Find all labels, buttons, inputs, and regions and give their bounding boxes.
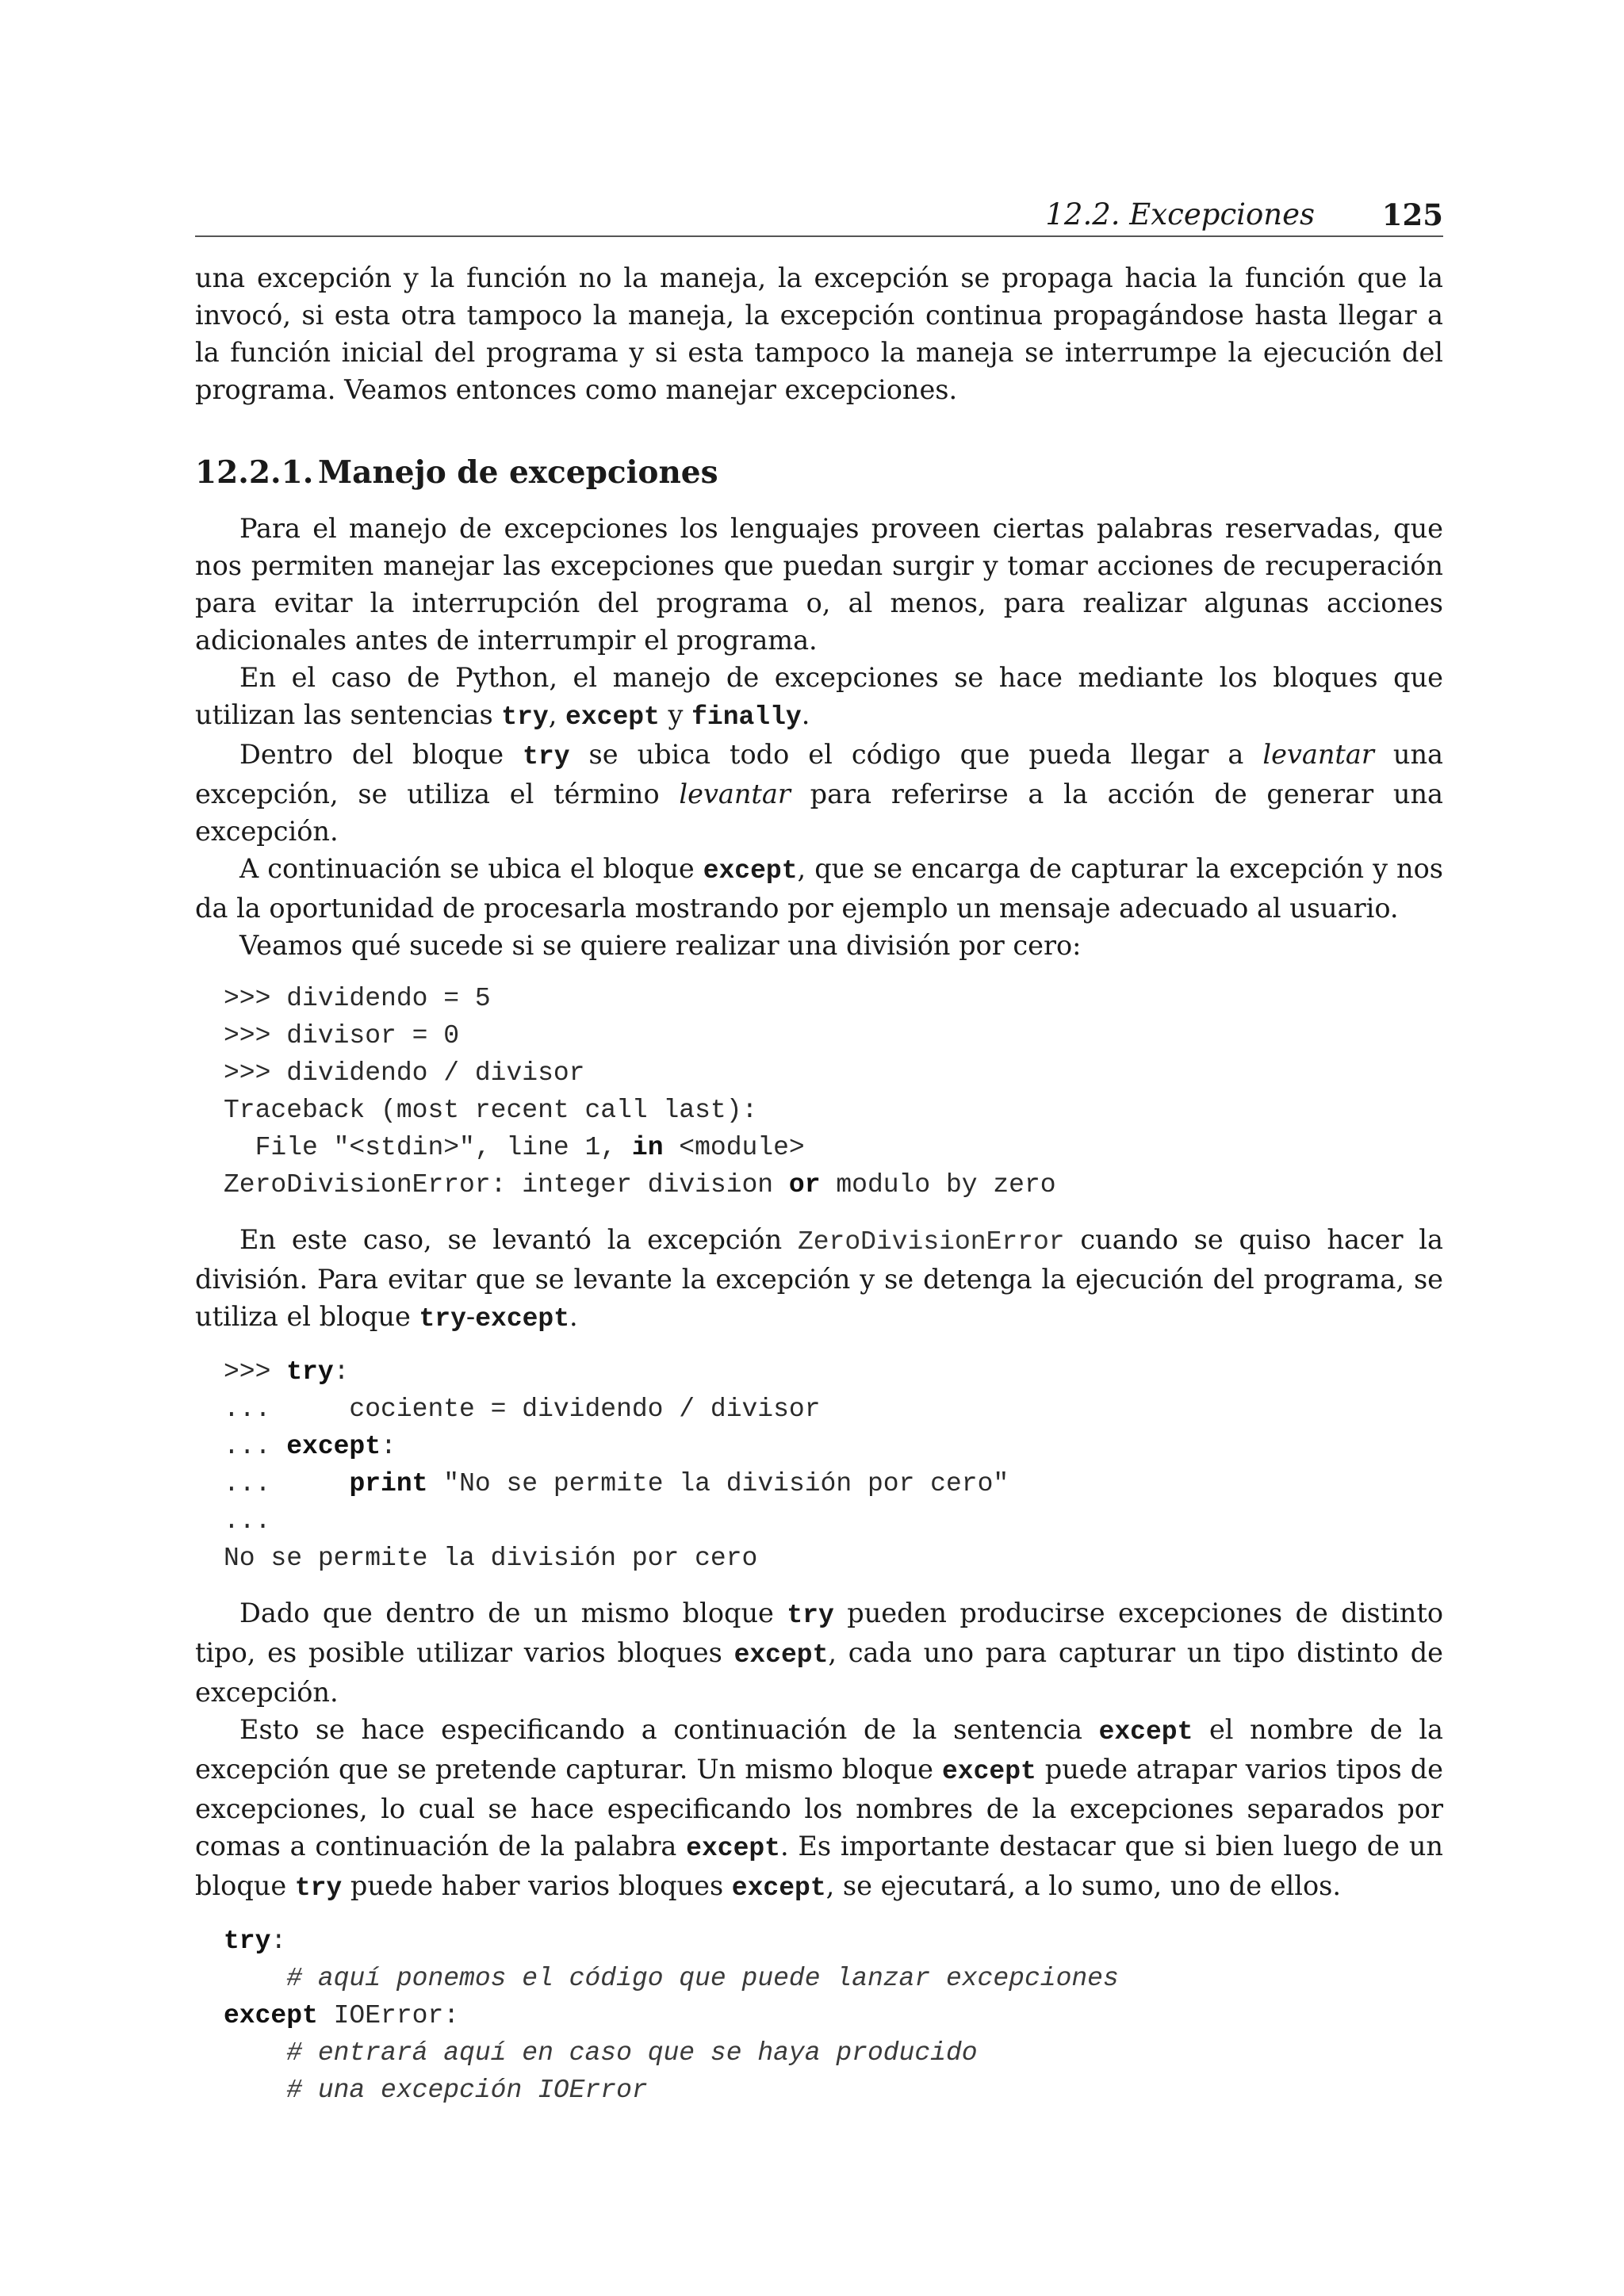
paragraph-4: A continuación se ubica el bloque except, que se encarga de capturar la excepción y nos da la oportunidad de procesarla mostrando por ejemplo un mensaje adecuado al usuario. <box>195 853 1443 924</box>
paragraph-7: Dado que dentro de un mismo bloque try pueden producirse excepciones de distinto tipo, es posible utilizar varios bloques except, cada uno para capturar un tipo distinto de excepción. <box>195 1598 1443 1708</box>
keyword-except: except <box>731 1873 826 1903</box>
keyword-try: try <box>419 1304 466 1334</box>
code-line: # una excepción IOError <box>286 2076 648 2105</box>
code-line: ... except: <box>224 1432 396 1461</box>
emphasis-levantar: levantar <box>1262 739 1374 770</box>
section-title: Manejo de excepciones <box>318 454 718 491</box>
keyword-except: except <box>475 1304 570 1334</box>
keyword-try: try <box>501 702 549 732</box>
paragraph-2: En el caso de Python, el manejo de excepciones se hace mediante los bloques que utilizan las sentencias try, except y finally. <box>195 662 1443 732</box>
section-heading <box>195 451 1443 494</box>
exception-name: ZeroDivisionError <box>797 1227 1065 1257</box>
code-block-ioerror <box>224 1923 1443 2109</box>
page-number: 125 <box>1381 197 1443 232</box>
code-line: except IOError: <box>224 2001 460 2030</box>
code-line: # entrará aquí en caso que se haya producido <box>286 2038 978 2068</box>
paragraph-5: Veamos qué sucede si se quiere realizar una división por cero: <box>239 930 1082 961</box>
keyword-except: except <box>686 1834 780 1863</box>
emphasis-levantar: levantar <box>679 779 791 809</box>
keyword-except: except <box>565 702 660 732</box>
code-line: >>> divisor = 0 <box>224 1021 460 1050</box>
code-block-try-except <box>224 1353 1443 1577</box>
code-line: ... print "No se permite la división por cero" <box>224 1469 1009 1498</box>
code-line: >>> try: <box>224 1357 350 1387</box>
code-line: File "<stdin>", line 1, in <module> <box>224 1133 805 1162</box>
keyword-try: try <box>787 1601 834 1630</box>
code-line: ZeroDivisionError: integer division or modulo by zero <box>224 1170 1056 1200</box>
code-line: Traceback (most recent call last): <box>224 1096 758 1125</box>
section-number: 12.2.1. <box>195 454 314 491</box>
keyword-except: except <box>703 856 798 886</box>
keyword-except: except <box>1098 1717 1193 1747</box>
paragraph-1: Para el manejo de excepciones los lenguajes proveen ciertas palabras reservadas, que nos permiten manejar las excepciones que puedan surgir y tomar acciones de recuperación para evitar la interrupción del programa o, al menos, para realizar algunas acciones adicionales antes de interrumpir el programa. <box>195 513 1443 656</box>
code-block-division <box>224 980 1443 1203</box>
keyword-except: except <box>733 1640 829 1670</box>
intro-paragraph: una excepción y la función no la maneja, la excepción se propaga hacia la función que la invocó, si esta otra tampoco la maneja, la excepción continua propagándose hasta llegar a la función inicial del programa y si esta tampoco la maneja se interrumpe la ejecución del programa. Veamos entonces como manejar excepciones. <box>195 262 1443 405</box>
paragraph-8: Esto se hace especificando a continuación de la sentencia except el nombre de la excepción que se pretende capturar. Un mismo bloque except puede atrapar varios tipos de excepciones, lo cual se hace especificando los nombres de la excepciones separados por comas a continuación de la palabra except. Es importante destacar que si bien luego de un bloque try puede haber varios bloques except, se ejecutará, a lo sumo, uno de ellos. <box>195 1714 1444 1903</box>
keyword-except: except <box>941 1757 1036 1786</box>
code-line: ... <box>224 1506 271 1536</box>
code-line: try: <box>224 1927 287 1956</box>
paragraph-6: En este caso, se levantó la excepción ZeroDivisionError cuando se quiso hacer la división. Para evitar que se levante la excepción y se detenga la ejecución del programa, se utiliza el bloque try-except. <box>195 1224 1443 1334</box>
running-title: 12.2. Excepciones <box>1045 197 1315 232</box>
code-line: No se permite la división por cero <box>224 1544 758 1573</box>
keyword-try: try <box>294 1873 343 1903</box>
code-line: >>> dividendo / divisor <box>224 1058 585 1088</box>
page-header <box>195 194 1443 237</box>
code-line: ... cociente = dividendo / divisor <box>224 1395 821 1424</box>
keyword-finally: finally <box>691 702 802 732</box>
code-line: >>> dividendo = 5 <box>224 984 491 1013</box>
code-line: # aquí ponemos el código que puede lanzar excepciones <box>286 1964 1119 1993</box>
paragraph-3: Dentro del bloque try se ubica todo el código que pueda llegar a levantar una excepción, se utiliza el término levantar para referirse a la acción de generar una excepción. <box>195 739 1444 847</box>
page-body <box>195 259 1443 2126</box>
keyword-try: try <box>523 742 570 771</box>
